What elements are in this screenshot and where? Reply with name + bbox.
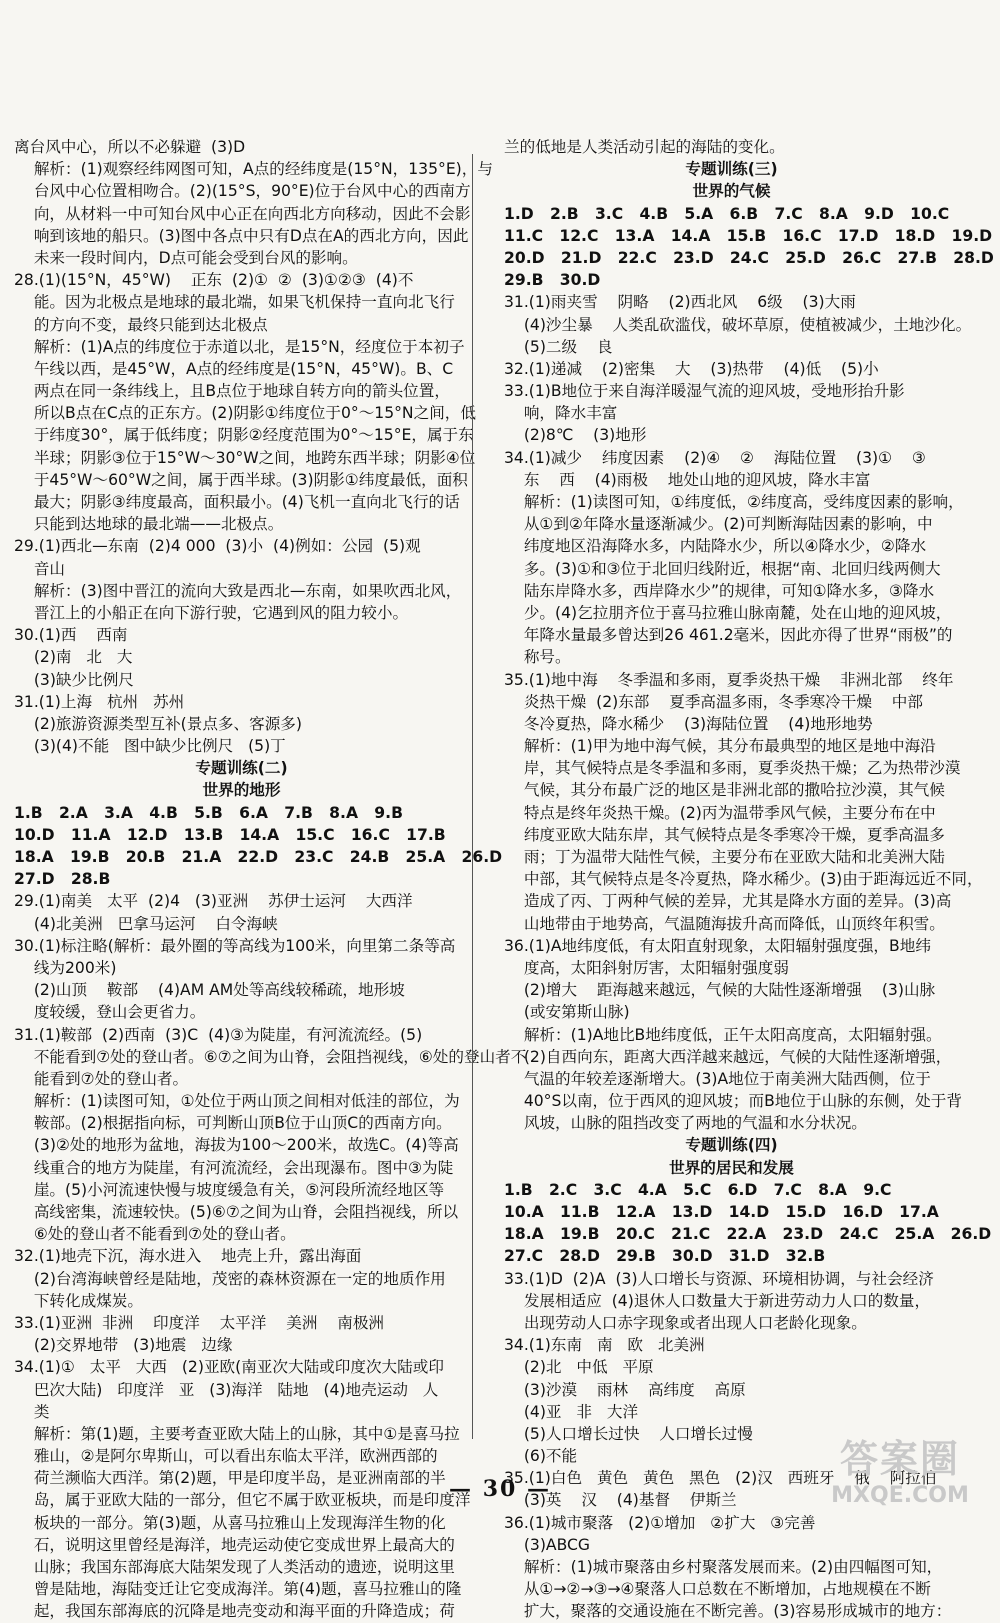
text-line: 离台风中心，所以不必躲避 (3)D [14, 138, 246, 156]
text-line: (2)山顶 鞍部 (4)AM AM处等高线较稀疏，地形坡 [14, 981, 405, 1000]
text-line: (2)南 北 大 [14, 648, 133, 667]
text-line: 最大；阴影③纬度最高，面积最小。(4)飞机一直向北飞行的话 [14, 493, 460, 511]
text-line: (3)沙漠 雨林 高纬度 高原 [504, 1380, 746, 1399]
text-line: 响，降水丰富 [504, 404, 618, 423]
watermark-title: 答案圈 [839, 1437, 960, 1481]
text-line: 荷兰濒临大西洋。第(2)题，甲是印度半岛，是亚洲南部的半 [14, 1469, 446, 1488]
text-line: (2)旅游资源类型互补(景点多、客源多) [14, 714, 302, 733]
text-line: 岸，其气候特点是冬季温和多雨，夏季炎热干燥；乙为热带沙漠 [504, 759, 961, 778]
text-line: 40°S以南，位于西风的迎风坡；而B地位于山脉的东侧，处于背 [504, 1092, 962, 1111]
watermark-logo [810, 1428, 990, 1518]
text-line: (4)北美洲 巴拿马运河 白令海峡 [14, 914, 278, 933]
text-line: 29.(1)西北—东南 (2)4 000 (3)小 (4)例如：公园 (5)观 [14, 537, 421, 556]
text-line: 解析：(1)A点的纬度位于赤道以北，是15°N，经度位于本初子 [14, 337, 465, 356]
answer-key-line: 11.C 12.C 13.A 14.A 15.B 16.C 17.D 18.D 19.D [504, 226, 993, 245]
text-line: 类 [14, 1402, 50, 1421]
text-line: 起，我国东部海底的沉降是地壳变动和海平面的升降造成；荷 [14, 1602, 455, 1621]
text-line: 曾是陆地，海陆变迁让它变成海洋。第(4)题，喜马拉雅山的隆 [14, 1580, 462, 1599]
text-line: 31.(1)上海 杭州 苏州 [14, 692, 185, 711]
text-line: 兰的低地是人类活动引起的海陆的变化。 [504, 138, 785, 156]
text-line: 特点是终年炎热干燥。(2)丙为温带季风气候，主要分布在中 [504, 803, 936, 822]
text-line: 造成了丙、丁两种气候的差异，尤其是降水方面的差异。(3)高 [504, 892, 952, 911]
text-line: (2)交界地带 (3)地震 边缘 [14, 1336, 233, 1355]
text-line: 年降水量最多曾达到26 461.2毫米，因此亦得了世界“雨极”的 [504, 626, 953, 645]
column-divider [472, 154, 473, 1439]
text-line: 多。(3)①和③位于北回归线附近，根据“南、北回归线两侧大 [504, 559, 941, 578]
page-number: — 30 — [449, 1476, 551, 1502]
text-line: 34.(1)① 太平 大西 (2)亚欧(南亚次大陆或印度次大陆或印 [14, 1358, 444, 1377]
text-line: 解析：(1)甲为地中海气候，其分布最典型的地区是地中海沿 [504, 737, 936, 756]
text-line: 只能到达地球的最北端——北极点。 [14, 515, 284, 534]
text-line: (2)台湾海峡曾经是陆地，茂密的森林资源在一定的地质作用 [14, 1269, 446, 1288]
text-line: (2)8℃ (3)地形 [504, 426, 647, 445]
text-line: 解析：(3)图中晋江的流向大致是西北—东南，如果吹西北风， [14, 581, 462, 600]
text-line: 出现劳动人口赤字现象或者出现人口老龄化现象。 [504, 1313, 867, 1332]
text-line: 从①→②→③→④聚落人口总数在不断增加，占地规模在不断 [504, 1580, 931, 1599]
text-line: 解析：(1)城市聚落由乡村聚落发展而来。(2)由四幅图可知， [504, 1558, 943, 1576]
text-line: 鞍部。(2)根据指向标，可判断山顶B位于山顶C的西南方向。 [14, 1114, 452, 1133]
text-line: 33.(1)亚洲 非洲 印度洋 太平洋 美洲 南极洲 [14, 1313, 385, 1332]
text-line: 台风中心位置相吻合。(2)(15°S，90°E)位于台风中心的西南方 [14, 182, 471, 201]
answer-key-line: 1.B 2.C 3.C 4.A 5.C 6.D 7.C 8.A 9.C [504, 1180, 892, 1199]
text-line: 纬度亚欧大陆东岸，其气候特点是冬季寒冷干燥，夏季高温多 [504, 825, 945, 844]
text-line: 解析：(1)A地比B地纬度低，正午太阳高度高，太阳辐射强。 [504, 1025, 942, 1044]
answer-key-line: 10.A 11.B 12.A 13.D 14.D 15.D 16.D 17.A [504, 1203, 939, 1221]
text-line: 午线以西，是45°W，A点的经纬度是(15°N，45°W)。B、C [14, 359, 454, 378]
text-line: 山脉；我国东部海底大陆架发现了人类活动的遗迹，说明这里 [14, 1558, 455, 1576]
text-line: 从①到②年降水量逐渐减少。(2)可判断海陆因素的影响，中 [504, 515, 933, 534]
text-line: (4)沙尘暴 人类乱砍滥伐，破坏草原，使植被减少，土地沙化。 [504, 315, 972, 334]
text-line: (5)二级 良 [504, 337, 613, 356]
text-line: 线重合的地方为陡崖，有河流流经，会出现瀑布。图中③为陡 [14, 1158, 454, 1177]
text-line: (2)自西向东，距离大西洋越来越远，气候的大陆性逐渐增强， [504, 1047, 952, 1066]
text-line: 风坡，山脉的阻挡改变了两地的气温和水分状况。 [504, 1114, 867, 1133]
text-line: 31.(1)鞍部 (2)西南 (3)C (4)③为陡崖，有河流流经。(5) [14, 1025, 423, 1044]
text-line: 音山 [14, 559, 66, 578]
text-line: 31.(1)雨夹雪 阴略 (2)西北风 6级 (3)大雨 [504, 293, 856, 312]
text-line: 中部，其气候特点是冬冷夏热，降水稀少。(3)由于距海远近不同， [504, 870, 983, 889]
section-heading: 专题训练(二) [195, 759, 288, 778]
answer-key-line: 20.D 21.D 22.C 23.D 24.C 25.D 26.C 27.B 28.D [504, 248, 994, 267]
text-line: 崖。(5)小河流速快慢与坡度缓急有关，⑤河段所流经地区等 [14, 1180, 445, 1199]
section-heading: 世界的气候 [692, 182, 771, 201]
text-line: 气温的年较差逐渐增大。(3)A地位于南美洲大陆西侧，位于 [504, 1069, 931, 1088]
text-line: 于45°W～60°W之间，属于西半球。(3)阴影①纬度最低，面积 [14, 470, 468, 489]
answer-key-line: 27.D 28.B [14, 870, 111, 889]
text-line: 石，说明这里曾经是海洋，地壳运动使它变成世界上最高大的 [14, 1535, 455, 1554]
text-line: 34.(1)东南 南 欧 北美洲 [504, 1336, 705, 1355]
text-line: (4)亚 非 大洋 [504, 1402, 639, 1421]
text-line: 的方向不变，最终只能到达北极点 [14, 315, 268, 334]
text-line: (3)ABCG [504, 1535, 590, 1554]
text-line: (2)北 中低 平原 [504, 1358, 654, 1377]
text-line: 33.(1)B地位于来自海洋暖湿气流的迎风坡，受地形抬升影 [504, 382, 905, 401]
text-line: (3)(4)不能 图中缺少比例尺 (5)丁 [14, 737, 286, 756]
text-line: 30.(1)标注略(解析：最外圈的等高线为100米，向里第二条等高 [14, 936, 456, 955]
section-heading: 世界的地形 [202, 781, 281, 800]
text-line: 下转化成煤炭。 [14, 1291, 143, 1310]
text-line: 发展相适应 (4)退休人口数量大于新进劳动力人口的数量， [504, 1291, 931, 1310]
text-line: 35.(1)白色 黄色 黄色 黑色 (2)汉 西班牙 俄 阿拉伯 [504, 1469, 937, 1488]
text-line: 板块的一部分。第(3)题，从喜马拉雅山上发现海洋生物的化 [14, 1513, 446, 1532]
left-column [14, 136, 527, 1623]
text-line: 少。(4)乞拉朋齐位于喜马拉雅山脉南麓，处在山地的迎风坡， [504, 603, 952, 622]
text-line: 32.(1)递减 (2)密集 大 (3)热带 (4)低 (5)小 [504, 359, 879, 378]
text-line: 不能看到⑦处的登山者。⑥⑦之间为山脊，会阻挡视线，⑥处的登山者不 [14, 1047, 527, 1066]
right-column [504, 136, 994, 1623]
text-line: 雅山，②是阿尔卑斯山，可以看出东临太平洋，欧洲西部的 [14, 1447, 438, 1466]
text-line: 所以B点在C点的正东方。(2)阴影①纬度位于0°～15°N之间，低 [14, 404, 476, 423]
text-line: 纬度地区沿海降水多，内陆降水少，所以④降水少，②降水 [504, 537, 927, 556]
text-line: 30.(1)西 西南 [14, 626, 128, 645]
text-line: (6)不能 [504, 1447, 578, 1466]
text-line: 34.(1)减少 纬度因素 (2)④ ② 海陆位置 (3)① ③ [504, 448, 926, 467]
text-line: 称号。 [504, 648, 571, 667]
answer-key-line: 10.D 11.A 12.D 13.B 14.A 15.C 16.C 17.B [14, 825, 446, 844]
text-line: 33.(1)D (2)A (3)人口增长与资源、环境相协调，与社会经济 [504, 1269, 934, 1288]
text-line: 两点在同一条纬线上，且B点位于地球自转方向的箭头位置， [14, 382, 450, 401]
text-line: 向，从材料一中可知台风中心正在向西北方向移动，因此不会影 [14, 204, 471, 223]
answer-key-line: 1.D 2.B 3.C 4.B 5.A 6.B 7.C 8.A 9.D 10.C [504, 204, 950, 223]
watermark-url: MXQE.COM [831, 1483, 969, 1508]
text-line: 35.(1)地中海 冬季温和多雨，夏季炎热干燥 非洲北部 终年 [504, 670, 954, 689]
text-line: (2)增大 距海越来越远，气候的大陆性逐渐增强 (3)山脉 [504, 981, 936, 1000]
text-line: 28.(1)(15°N，45°W) 正东 (2)① ② (3)①②③ (4)不 [14, 271, 414, 290]
text-line: 扩大，聚落的交通设施在不断完善。(3)容易形成城市的地方： [504, 1602, 952, 1621]
text-line: 29.(1)南美 太平 (2)4 (3)亚洲 苏伊士运河 大西洋 [14, 892, 413, 911]
text-line: 线为200米) [14, 958, 117, 977]
text-line: 度高，太阳斜射厉害，太阳辐射强度弱 [504, 958, 789, 977]
text-line: (5)人口增长过快 人口增长过慢 [504, 1424, 753, 1443]
text-line: 东 西 (4)雨极 地处山地的迎风坡，降水丰富 [504, 470, 871, 489]
section-heading: 世界的居民和发展 [669, 1158, 794, 1177]
text-line: 度较缓，登山会更省力。 [14, 1003, 206, 1022]
text-line: (3)英 汉 (4)基督 伊斯兰 [504, 1491, 737, 1510]
answer-key-line: 1.B 2.A 3.A 4.B 5.B 6.A 7.B 8.A 9.B [14, 803, 403, 822]
text-line: (3)②处的地形为盆地，海拔为100～200米，故选C。(4)等高 [14, 1136, 459, 1155]
text-line: 解析：(1)读图可知，①处位于两山顶之间相对低洼的部位，为 [14, 1092, 460, 1111]
text-line: 解析：(1)观察经纬网图可知，A点的经纬度是(15°N，135°E)，与 [14, 160, 493, 179]
text-line: 解析：第(1)题，主要考查亚欧大陆上的山脉，其中①是喜马拉 [14, 1424, 460, 1443]
text-line: 炎热干燥 (2)东部 夏季高温多雨，冬季寒冷干燥 中部 [504, 692, 923, 711]
text-line: 晋江上的小船正在向下游行驶，它遇到风的阻力较小。 [14, 603, 409, 622]
text-line: 雨；丁为温带大陆性气候，主要分布在亚欧大陆和北美洲大陆 [504, 848, 945, 866]
answer-key-line: 29.B 30.D [504, 271, 601, 290]
answer-key-line: 27.C 28.D 29.B 30.D 31.D 32.B [504, 1247, 826, 1266]
text-line: 于纬度30°，属于低纬度；阴影②经度范围为0°～15°E，属于东 [14, 426, 474, 445]
text-line: 36.(1)A地纬度低，有太阳直射现象，太阳辐射强度强，B地纬 [504, 936, 931, 955]
text-line: 未来一段时间内，D点可能会受到台风的影响。 [14, 248, 358, 267]
text-line: 高线密集，流速较快。(5)⑥⑦之间为山脊，会阻挡视线，所以 [14, 1203, 459, 1221]
section-heading: 专题训练(三) [685, 160, 778, 179]
text-line: (3)缺少比例尺 [14, 670, 134, 689]
text-line: (或安第斯山脉) [504, 1003, 630, 1022]
text-line: 岛，属于亚欧大陆的一部分，但它不属于欧亚板块，而是印度洋 [14, 1491, 471, 1510]
section-heading: 专题训练(四) [685, 1136, 778, 1155]
text-line: 冬冷夏热，降水稀少 (3)海陆位置 (4)地形地势 [504, 714, 873, 733]
text-line: 巴次大陆) 印度洋 亚 (3)海洋 陆地 (4)地壳运动 人 [14, 1380, 439, 1399]
text-line: 半球；阴影③位于15°W～30°W之间，地跨东西半球；阴影④位 [14, 448, 476, 467]
text-line: 36.(1)城市聚落 (2)①增加 ②扩大 ③完善 [504, 1513, 816, 1532]
text-line: 响到该地的船只。(3)图中各点中只有D点在A的西北方向，因此 [14, 226, 469, 245]
answer-key-line: 18.A 19.B 20.C 21.C 22.A 23.D 24.C 25.A 26.D [504, 1225, 992, 1244]
text-line: 能。因为北极点是地球的最北端，如果飞机保持一直向北飞行 [14, 293, 455, 312]
text-line: ⑥处的登山者不能看到⑦处的登山者。 [14, 1225, 296, 1244]
text-line: 能看到⑦处的登山者。 [14, 1069, 189, 1088]
text-line: 气候，其分布最广泛的地区是非洲北部的撒哈拉沙漠，其气候 [504, 781, 945, 800]
answer-key-line: 18.A 19.B 20.B 21.A 22.D 23.C 24.B 25.A 26.D [14, 848, 503, 866]
text-line: 解析：(1)读图可知，①纬度低，②纬度高，受纬度因素的影响， [504, 493, 964, 511]
text-line: 陆东岸降水多，西岸降水少”的规律，可知①降水多，③降水 [504, 581, 935, 600]
text-line: 山地带由于地势高，气温随海拔升高而降低，山顶终年积雪。 [504, 914, 945, 933]
text-line: 32.(1)地壳下沉，海水进入 地壳上升，露出海面 [14, 1247, 362, 1266]
